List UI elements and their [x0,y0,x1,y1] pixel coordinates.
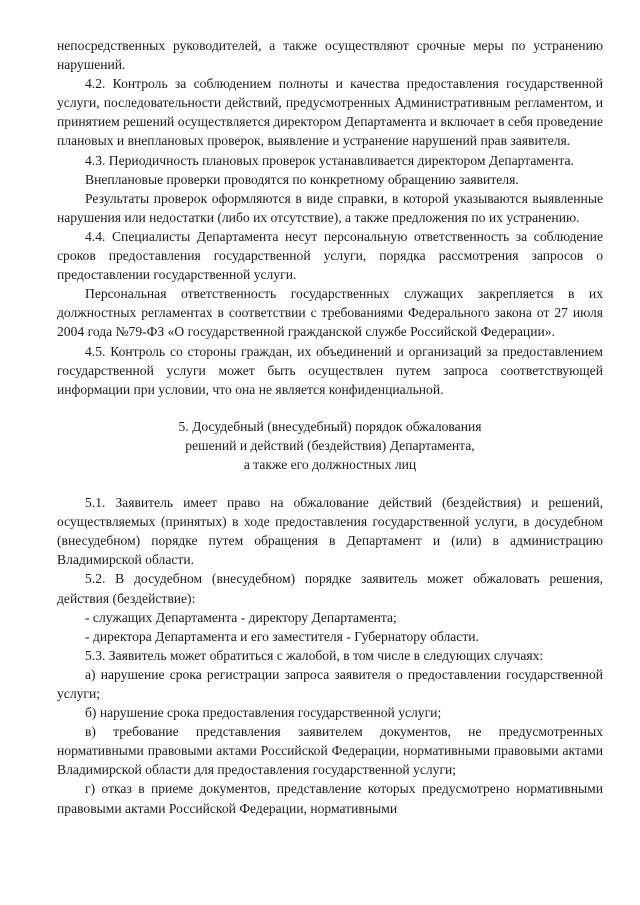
list-item: г) отказ в приеме документов, представление которых предусмотрено нормативными правовыми актами Российской Федерации, нормативными [57,781,603,816]
paragraph: Результаты проверок оформляются в виде справки, в которой указываются выявленные нарушения или недостатки (либо их отсутствие), а также предложения по их устранению. [57,190,603,225]
paragraph: 4.4. Специалисты Департамента несут персональную ответственность за соблюдение сроков предоставления государственной услуги, порядка рассмотрения запросов о предоставлении государственной услуги. [57,228,603,283]
paragraph: 4.3. Периодичность плановых проверок устанавливается директором Департамента. [85,152,574,168]
section-heading-line: 5. Досудебный (внесудебный) порядок обжалования [178,418,482,434]
document-body [57,36,603,818]
paragraph: 5.3. Заявитель может обратиться с жалобой, в том числе в следующих случаях: [85,647,544,663]
list-item: - директора Департамента и его заместителя - Губернатору области. [85,628,479,644]
list-item: а) нарушение срока регистрации запроса заявителя о предоставлении государственной услуги; [57,666,603,701]
paragraph: 4.2. Контроль за соблюдением полноты и качества предоставления государственной услуги, последовательности действий, предусмотренных Административным регламентом, и принятием решений осуществляется директором Департамента и включает в себя проведение плановых и внеплановых проверок, выявление и устранение нарушений прав заявителя. [57,76,603,149]
paragraph: Внеплановые проверки проводятся по конкретному обращению заявителя. [85,171,519,187]
section-heading-line: решений и действий (бездействия) Департамента, [185,437,475,453]
section-heading [57,417,603,474]
paragraph: 4.5. Контроль со стороны граждан, их объединений и организаций за предоставлением государственной услуги может быть осуществлен путем запроса соответствующей информации при условии, что она не является конфиденциальной. [57,343,603,397]
paragraph: Персональная ответственность государственных служащих закрепляется в их должностных регламентах в соответствии с требованиями Федерального закона от 27 июля 2004 года №79-ФЗ «О государственной гражданской службе Российской Федерации». [57,286,603,340]
list-item: - служащих Департамента - директору Департамента; [85,609,397,625]
paragraph: непосредственных руководителей, а также осуществляют срочные меры по устранению нарушений. [57,38,603,73]
list-item: б) нарушение срока предоставления государственной услуги; [85,705,442,721]
paragraph: 5.2. В досудебном (внесудебном) порядке заявитель может обжаловать решения, действия (бездействие): [57,571,603,606]
paragraph: 5.1. Заявитель имеет право на обжалование действий (бездействия) и решений, осуществляемых (принятых) в ходе предоставления государственной услуги, в досудебном (внесудебном) порядке путем обращения в Департамент и (или) в администрацию Владимирской области. [57,495,603,568]
section-heading-line: а также его должностных лиц [243,456,417,472]
list-item: в) требование представления заявителем документов, не предусмотренных нормативными правовыми актами Российской Федерации, нормативными правовыми актами Владимирской области для предоставления государственной услуги; [57,724,603,778]
